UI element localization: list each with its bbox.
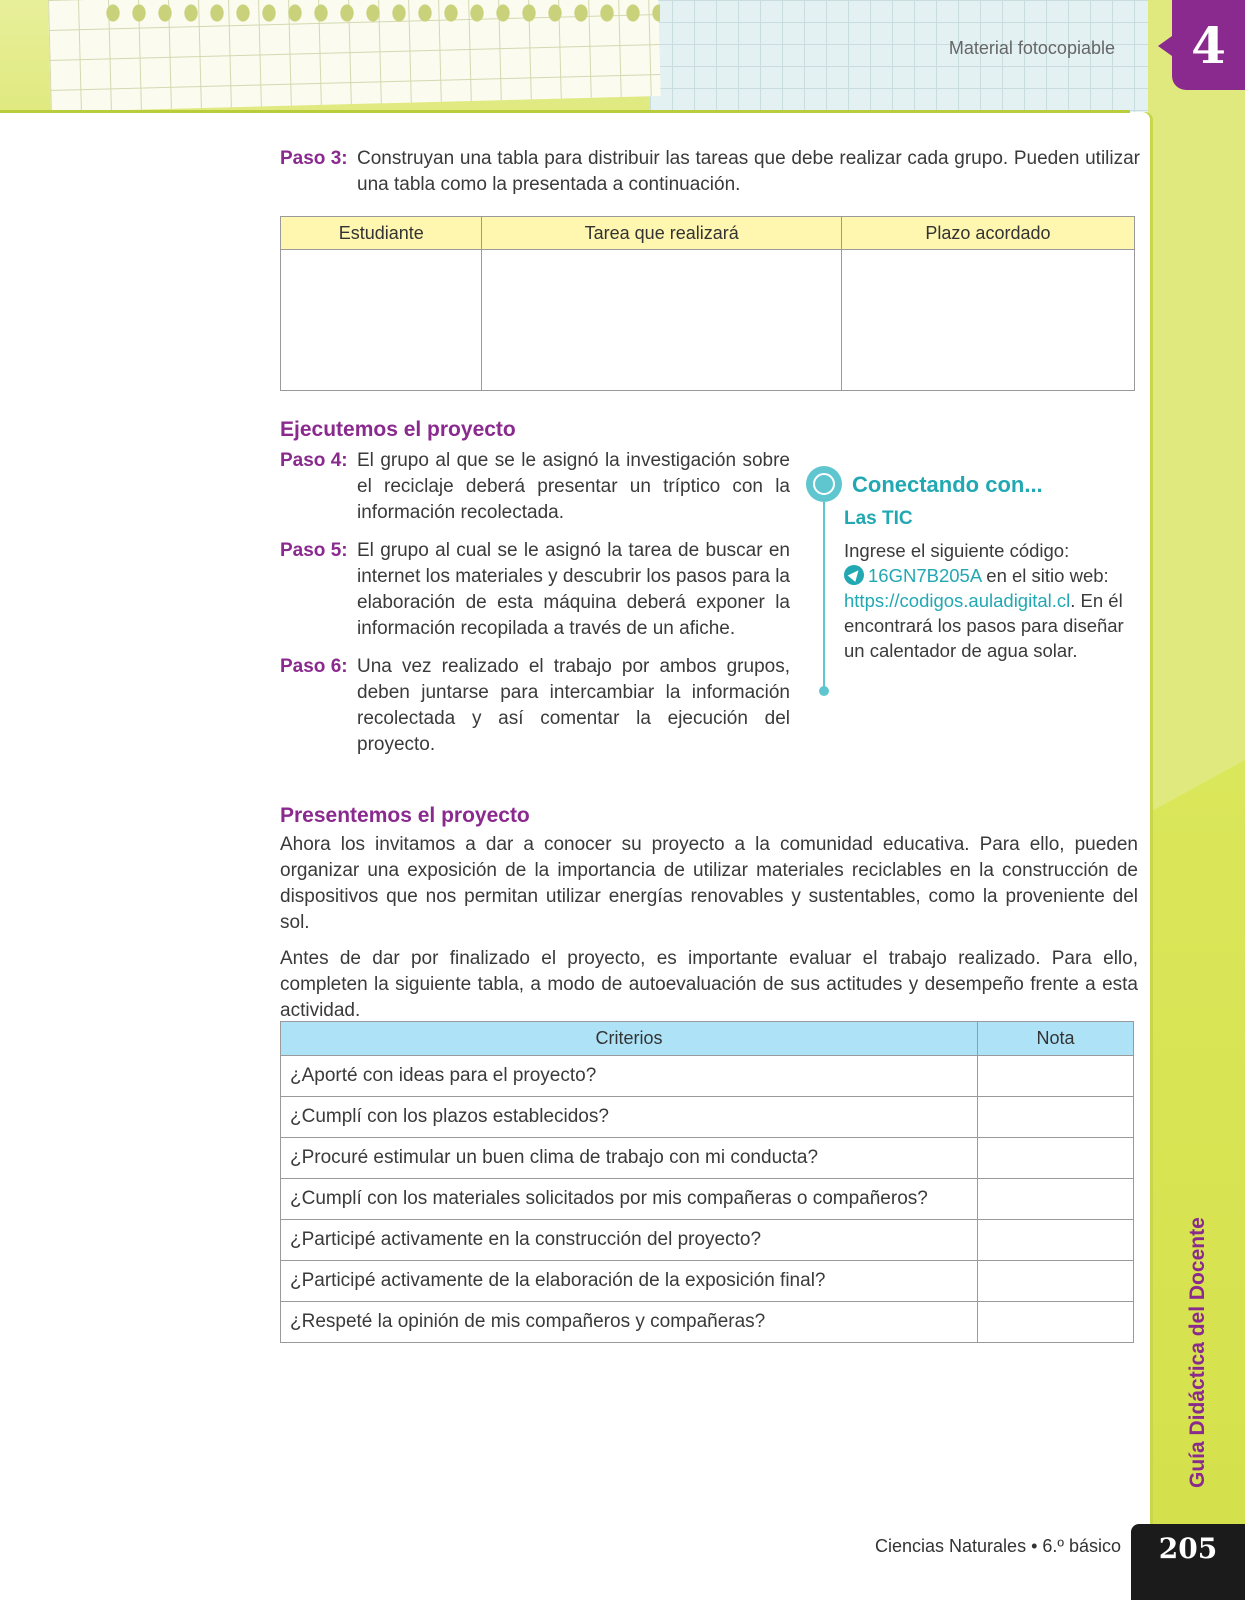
- ejecutemos-section: [280, 418, 790, 770]
- access-code: 16GN7B205A: [868, 565, 982, 586]
- criterion-cell: ¿Aporté con ideas para el proyecto?: [281, 1056, 978, 1097]
- table-row: [281, 1056, 1134, 1097]
- guide-vertical-label: Guía Didáctica del Docente: [1186, 1217, 1209, 1488]
- grade-cell[interactable]: [978, 1097, 1134, 1138]
- step-paso3: [280, 146, 1140, 198]
- sidebar-text-middle: en el sitio web:: [986, 565, 1109, 586]
- grade-cell[interactable]: [978, 1138, 1134, 1179]
- table-header-row: [281, 217, 1135, 250]
- table-row: [281, 1138, 1134, 1179]
- website-link[interactable]: https://codigos.auladigital.cl: [844, 590, 1071, 611]
- paragraph: Antes de dar por finalizado el proyecto, es importante evaluar el trabajo realizado. Para ello, completen la siguiente tabla, a modo de autoevaluación de sus actitudes y desempeño frente a esta actividad.: [280, 948, 1138, 1021]
- globe-icon: [806, 466, 842, 502]
- criterion-cell: ¿Cumplí con los plazos establecidos?: [281, 1097, 978, 1138]
- table-row: [281, 1302, 1134, 1343]
- rocket-icon: [844, 565, 864, 585]
- step-label: Paso 4:: [280, 450, 348, 471]
- step-text: El grupo al cual se le asignó la tarea de buscar en internet los materiales y descubrir los pasos para la elaboración de esta máquina deberá exponer la información recopilada a través de un afiche.: [357, 540, 790, 639]
- page-number: 205: [1131, 1524, 1245, 1600]
- step-label: Paso 3:: [280, 148, 348, 169]
- section-title-ejecutemos: Ejecutemos el proyecto: [280, 418, 516, 441]
- table-row: [281, 1179, 1134, 1220]
- step-paso6: [280, 654, 790, 758]
- step-text: Una vez realizado el trabajo por ambos grupos, deben juntarse para intercambiar la información recolectada y así comentar la ejecución del proyecto.: [357, 656, 790, 755]
- table-cell-empty[interactable]: [482, 250, 841, 391]
- sidebar-dot: [819, 686, 829, 696]
- table-row: [281, 1097, 1134, 1138]
- table-row: [281, 1220, 1134, 1261]
- evaluation-table: [280, 1021, 1134, 1343]
- sidebar-title: Conectando con...: [852, 472, 1043, 497]
- criterion-cell: ¿Participé activamente en la construcción del proyecto?: [281, 1220, 978, 1261]
- header-label: Material fotocopiable: [948, 38, 1115, 58]
- column-header-estudiante: Estudiante: [281, 217, 482, 250]
- table-row: [281, 250, 1135, 391]
- criterion-cell: ¿Respeté la opinión de mis compañeros y compañeras?: [281, 1302, 978, 1343]
- column-header-plazo: Plazo acordado: [841, 217, 1134, 250]
- table-header-row: [281, 1022, 1134, 1056]
- grade-cell[interactable]: [978, 1056, 1134, 1097]
- sidebar-text: [844, 538, 1136, 663]
- grade-cell[interactable]: [978, 1179, 1134, 1220]
- criterion-cell: ¿Procuré estimular un buen clima de trabajo con mi conducta?: [281, 1138, 978, 1179]
- sidebar-line: [823, 502, 825, 688]
- chapter-number-tab: 4: [1172, 0, 1245, 90]
- footer-subject: Ciencias Naturales • 6.º básico: [875, 1536, 1121, 1556]
- step-text: El grupo al que se le asignó la investigación sobre el reciclaje deberá presentar un tríptico con la información recolectada.: [357, 450, 790, 523]
- column-header-criterios: Criterios: [281, 1022, 978, 1056]
- grade-cell[interactable]: [978, 1302, 1134, 1343]
- sidebar-subtitle: Las TIC: [844, 508, 913, 529]
- table-row: [281, 1261, 1134, 1302]
- top-divider-line: [0, 110, 1130, 113]
- step-label: Paso 5:: [280, 540, 348, 561]
- paragraph: Ahora los invitamos a dar a conocer su proyecto a la comunidad educativa. Para ello, pueden organizar una exposición de la importancia de utilizar materiales reciclables en la construcción de dispositivos que nos permitan utilizar energías renovables y sustentables, como la proveniente del sol.: [280, 834, 1138, 933]
- step-text: Construyan una tabla para distribuir las tareas que debe realizar cada grupo. Pueden utilizar una tabla como la presentada a continuación.: [357, 148, 1140, 195]
- step-paso5: [280, 538, 790, 642]
- column-header-tarea: Tarea que realizará: [482, 217, 841, 250]
- sidebar-text-before: Ingrese el siguiente código:: [844, 540, 1070, 561]
- step-paso4: [280, 448, 790, 526]
- table-cell-empty[interactable]: [841, 250, 1134, 391]
- criterion-cell: ¿Participé activamente de la elaboración de la exposición final?: [281, 1261, 978, 1302]
- column-header-nota: Nota: [978, 1022, 1134, 1056]
- grade-cell[interactable]: [978, 1261, 1134, 1302]
- presentemos-section: [280, 804, 1138, 1024]
- sidebar-text-after: . En él encontrará los pasos para diseñar un calentador de agua solar.: [844, 590, 1124, 661]
- tasks-table: [280, 216, 1135, 391]
- notepad-holes-decoration: [100, 0, 660, 26]
- table-cell-empty[interactable]: [281, 250, 482, 391]
- paso3-section: [280, 146, 1140, 210]
- section-title-presentemos: Presentemos el proyecto: [280, 804, 530, 827]
- criterion-cell: ¿Cumplí con los materiales solicitados por mis compañeras o compañeros?: [281, 1179, 978, 1220]
- step-label: Paso 6:: [280, 656, 348, 677]
- grade-cell[interactable]: [978, 1220, 1134, 1261]
